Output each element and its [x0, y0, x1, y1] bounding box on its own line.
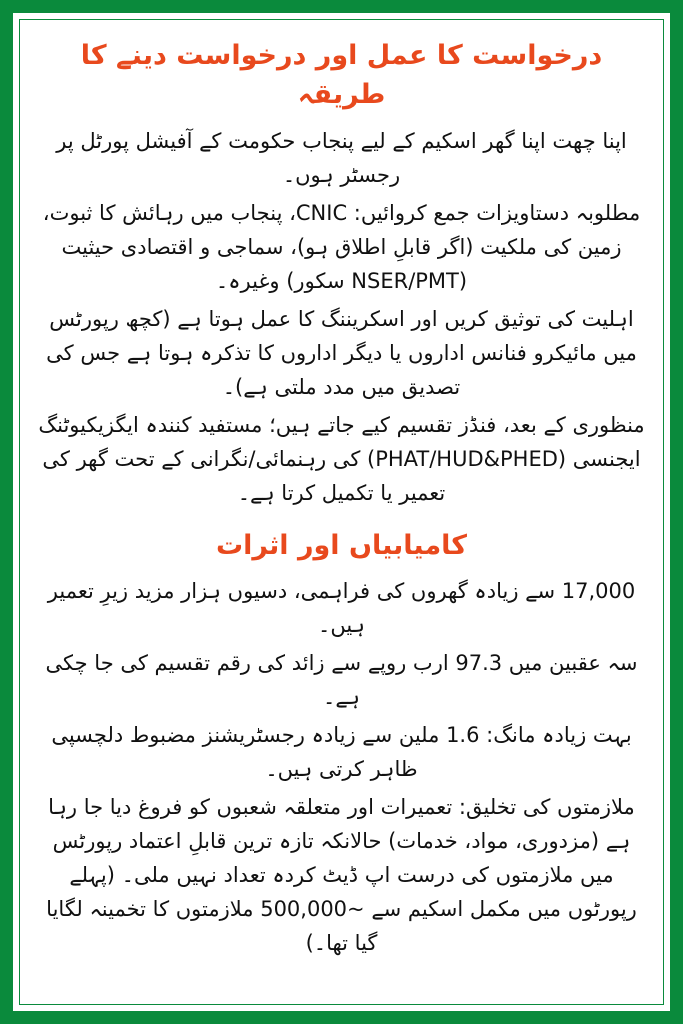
paragraph-eligibility-screening: اہلیت کی توثیق کریں اور اسکریننگ کا عمل ہوتا ہے (کچھ رپورٹس میں مائیکرو فنانس اداروں یا دیگر اداروں کا تذکرہ ہوتا ہے جس کی تصدیق میں مدد ملتی ہے)۔ — [46, 307, 637, 400]
paragraph-funds-amount: سہ عقبین میں 97.3 ارب روپے سے زائد کی رقم تقسیم کی جا چکی ہے۔ — [45, 650, 638, 709]
document-inner-frame — [19, 19, 664, 1005]
paragraph-houses-delivered: 17,000 سے زیادہ گھروں کی فراہمی، دسیوں ہزار مزید زیرِ تعمیر ہیں۔ — [47, 578, 636, 637]
section-heading-application-process: درخواست کا عمل اور درخواست دینے کا طریقہ — [80, 40, 603, 111]
paragraph-required-documents: مطلوبہ دستاویزات جمع کروائیں: CNIC، پنجاب میں رہائش کا ثبوت، زمین کی ملکیت (اگر قابلِ اطلاق ہو)، سماجی و اقتصادی حیثیت (NSER/PMT سکور) وغیرہ۔ — [42, 201, 641, 294]
paragraph-jobs-creation: ملازمتوں کی تخلیق: تعمیرات اور متعلقہ شعبوں کو فروغ دیا جا رہا ہے (مزدوری، مواد، خدمات) حالانکہ تازہ ترین قابلِ اعتماد رپورٹس میں ملازمتوں کی درست اپ ڈیٹ کردہ تعداد نہیں ملی۔ (پہلے رپورٹوں میں مکمل اسکیم سے ~500,000 ملازمتوں کا تخمینہ لگایا گیا تھا۔) — [46, 794, 637, 955]
paragraph-register-portal: اپنا چھت اپنا گھر اسکیم کے لیے پنجاب حکومت کے آفیشل پورٹل پر رجسٹر ہوں۔ — [56, 129, 627, 188]
paragraph-registrations-demand: بہت زیادہ مانگ: 1.6 ملین سے زیادہ رجسٹریشنز مضبوط دلچسپی ظاہر کرتی ہیں۔ — [51, 722, 632, 781]
paragraph-funds-disbursement: منظوری کے بعد، فنڈز تقسیم کیے جاتے ہیں؛ مستفید کنندہ ایگزیکیوٹنگ ایجنسی (PHAT/HUD&PHED) کی رہنمائی/نگرانی کے تحت گھر کی تعمیر یا تکمیل کرتا ہے۔ — [38, 413, 645, 506]
section-heading-achievements-impact: کامیابیاں اور اثرات — [215, 530, 467, 562]
